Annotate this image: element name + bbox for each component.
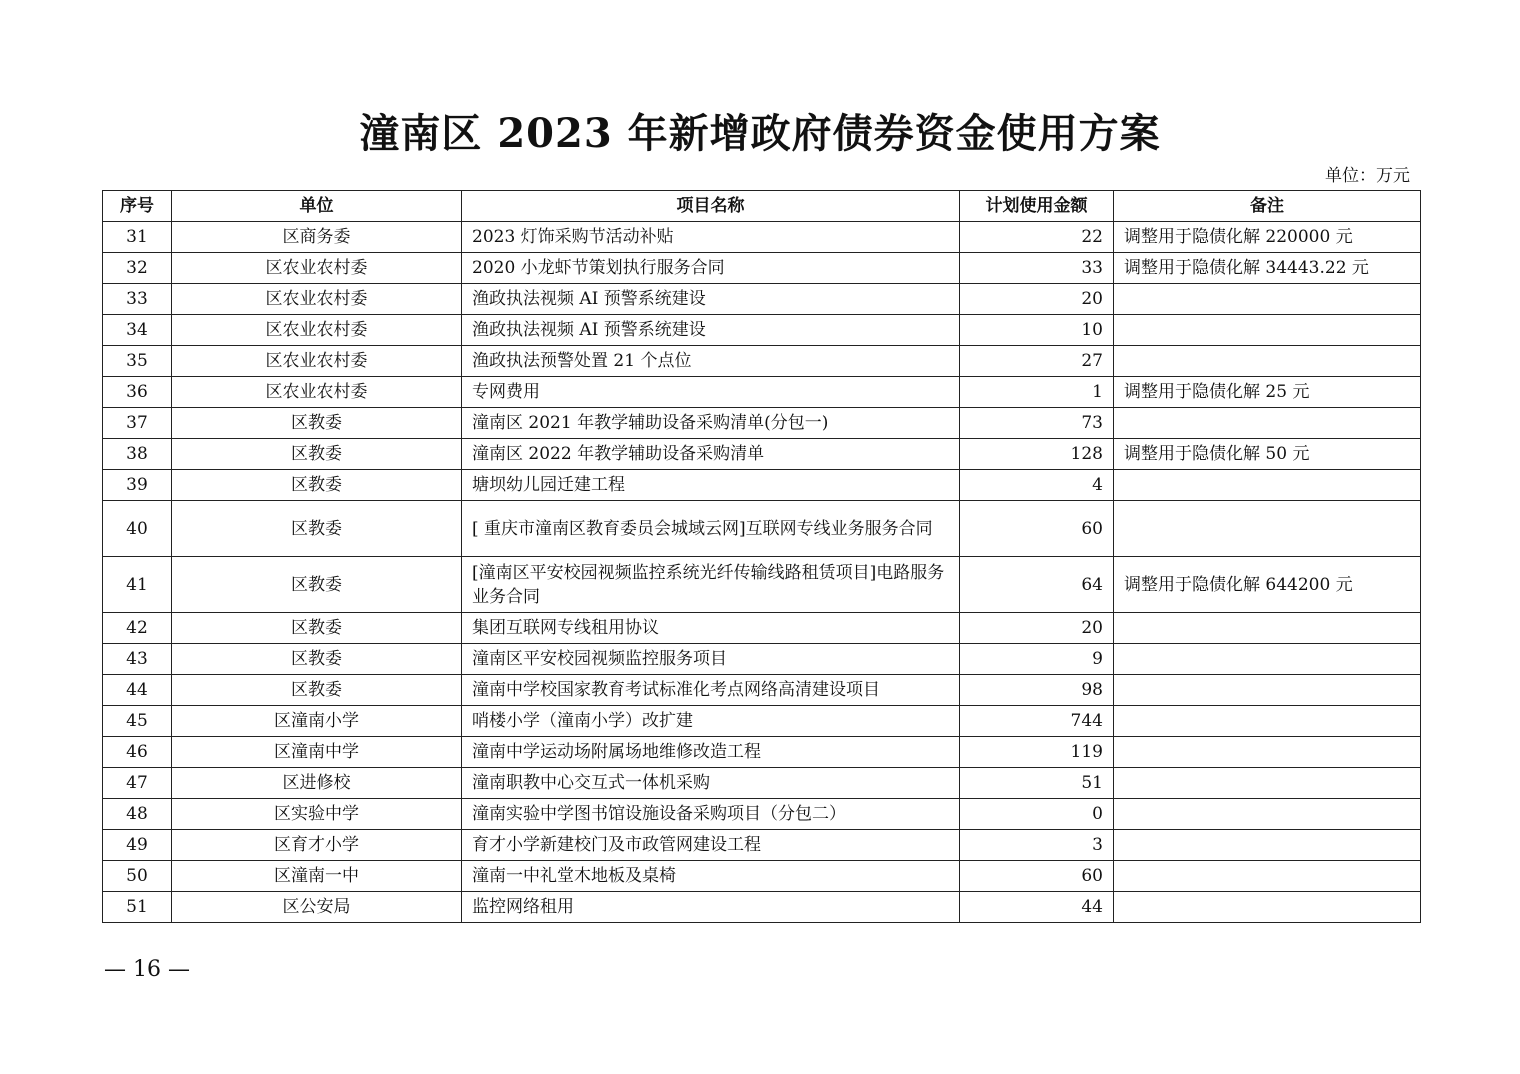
row-note-cell [1114,737,1421,768]
row-project-cell: 渔政执法预警处置 21 个点位 [462,346,960,377]
row-amount-cell: 33 [960,253,1114,284]
row-note-cell [1114,346,1421,377]
header-project: 项目名称 [462,191,960,222]
row-amount-cell: 119 [960,737,1114,768]
row-note-cell: 调整用于隐债化解 34443.22 元 [1114,253,1421,284]
row-no-cell: 31 [103,222,172,253]
row-note-cell [1114,501,1421,557]
row-amount-cell: 10 [960,315,1114,346]
table-row [103,315,1421,346]
row-no-cell: 48 [103,799,172,830]
row-note-cell: 调整用于隐债化解 220000 元 [1114,222,1421,253]
funds-table [102,190,1421,923]
row-project-cell: 渔政执法视频 AI 预警系统建设 [462,315,960,346]
row-amount-cell: 60 [960,501,1114,557]
table-header-row [103,191,1421,222]
row-amount-cell: 64 [960,557,1114,613]
row-project-cell: [ 重庆市潼南区教育委员会城域云网]互联网专线业务服务合同 [462,501,960,557]
row-no-cell: 51 [103,892,172,923]
row-unit-cell: 区农业农村委 [172,377,462,408]
table-row [103,861,1421,892]
row-project-cell: 集团互联网专线租用协议 [462,613,960,644]
table-row [103,768,1421,799]
table-row [103,408,1421,439]
row-amount-cell: 98 [960,675,1114,706]
row-unit-cell: 区农业农村委 [172,346,462,377]
row-no-cell: 32 [103,253,172,284]
document-title: 潼南区 2023 年新增政府债券资金使用方案 [359,110,1161,157]
row-note-cell [1114,861,1421,892]
row-project-cell: 潼南一中礼堂木地板及桌椅 [462,861,960,892]
row-project-cell: 渔政执法视频 AI 预警系统建设 [462,284,960,315]
row-project-cell: [潼南区平安校园视频监控系统光纤传输线路租赁项目]电路服务业务合同 [462,557,960,613]
row-unit-cell: 区教委 [172,501,462,557]
row-note-cell [1114,315,1421,346]
row-amount-cell: 744 [960,706,1114,737]
row-amount-cell: 27 [960,346,1114,377]
table-row [103,675,1421,706]
row-note-cell [1114,675,1421,706]
row-project-cell: 2023 灯饰采购节活动补贴 [462,222,960,253]
row-no-cell: 33 [103,284,172,315]
row-no-cell: 35 [103,346,172,377]
table-row [103,613,1421,644]
row-unit-cell: 区潼南一中 [172,861,462,892]
row-project-cell: 潼南职教中心交互式一体机采购 [462,768,960,799]
row-unit-cell: 区教委 [172,470,462,501]
row-unit-cell: 区教委 [172,613,462,644]
row-no-cell: 38 [103,439,172,470]
table-row [103,737,1421,768]
table-row [103,892,1421,923]
row-project-cell: 专网费用 [462,377,960,408]
row-amount-cell: 73 [960,408,1114,439]
row-no-cell: 45 [103,706,172,737]
row-no-cell: 36 [103,377,172,408]
row-no-cell: 39 [103,470,172,501]
table-row [103,706,1421,737]
row-note-cell [1114,706,1421,737]
table-row [103,557,1421,613]
row-note-cell: 调整用于隐债化解 50 元 [1114,439,1421,470]
row-no-cell: 34 [103,315,172,346]
row-project-cell: 潼南区 2022 年教学辅助设备采购清单 [462,439,960,470]
row-note-cell [1114,470,1421,501]
row-project-cell: 潼南区平安校园视频监控服务项目 [462,644,960,675]
row-no-cell: 40 [103,501,172,557]
row-unit-cell: 区农业农村委 [172,315,462,346]
row-no-cell: 49 [103,830,172,861]
table-row [103,830,1421,861]
row-no-cell: 44 [103,675,172,706]
row-no-cell: 43 [103,644,172,675]
row-no-cell: 47 [103,768,172,799]
table-row [103,439,1421,470]
table-row [103,377,1421,408]
row-note-cell [1114,799,1421,830]
row-unit-cell: 区教委 [172,557,462,613]
row-project-cell: 潼南中学校国家教育考试标准化考点网络高清建设项目 [462,675,960,706]
row-amount-cell: 20 [960,613,1114,644]
row-project-cell: 哨楼小学（潼南小学）改扩建 [462,706,960,737]
row-note-cell: 调整用于隐债化解 25 元 [1114,377,1421,408]
row-amount-cell: 44 [960,892,1114,923]
row-unit-cell: 区教委 [172,439,462,470]
row-note-cell [1114,644,1421,675]
table-row [103,644,1421,675]
row-amount-cell: 9 [960,644,1114,675]
row-note-cell [1114,892,1421,923]
header-note: 备注 [1114,191,1421,222]
table-row [103,284,1421,315]
table-row [103,799,1421,830]
row-amount-cell: 22 [960,222,1114,253]
row-no-cell: 50 [103,861,172,892]
row-amount-cell: 1 [960,377,1114,408]
row-project-cell: 监控网络租用 [462,892,960,923]
row-no-cell: 46 [103,737,172,768]
row-amount-cell: 128 [960,439,1114,470]
table-row [103,253,1421,284]
row-note-cell [1114,830,1421,861]
row-unit-cell: 区农业农村委 [172,253,462,284]
row-unit-cell: 区实验中学 [172,799,462,830]
table-row [103,470,1421,501]
page-number: — 16 — [104,957,190,982]
table-body [103,222,1421,923]
row-note-cell [1114,284,1421,315]
row-unit-cell: 区育才小学 [172,830,462,861]
row-unit-cell: 区潼南中学 [172,737,462,768]
row-amount-cell: 0 [960,799,1114,830]
row-project-cell: 潼南区 2021 年教学辅助设备采购清单(分包一) [462,408,960,439]
header-amount: 计划使用金额 [960,191,1114,222]
row-no-cell: 42 [103,613,172,644]
row-project-cell: 潼南中学运动场附属场地维修改造工程 [462,737,960,768]
row-project-cell: 潼南实验中学图书馆设施设备采购项目（分包二） [462,799,960,830]
row-unit-cell: 区潼南小学 [172,706,462,737]
row-unit-cell: 区农业农村委 [172,284,462,315]
row-amount-cell: 20 [960,284,1114,315]
row-unit-cell: 区商务委 [172,222,462,253]
row-note-cell [1114,768,1421,799]
row-amount-cell: 3 [960,830,1114,861]
row-note-cell [1114,408,1421,439]
row-note-cell: 调整用于隐债化解 644200 元 [1114,557,1421,613]
row-unit-cell: 区进修校 [172,768,462,799]
row-project-cell: 塘坝幼儿园迁建工程 [462,470,960,501]
row-amount-cell: 4 [960,470,1114,501]
table-row [103,501,1421,557]
row-no-cell: 41 [103,557,172,613]
row-unit-cell: 区教委 [172,644,462,675]
row-amount-cell: 60 [960,861,1114,892]
row-unit-cell: 区公安局 [172,892,462,923]
row-note-cell [1114,613,1421,644]
header-unit: 单位 [172,191,462,222]
header-no: 序号 [103,191,172,222]
table-row [103,222,1421,253]
row-no-cell: 37 [103,408,172,439]
row-unit-cell: 区教委 [172,408,462,439]
row-unit-cell: 区教委 [172,675,462,706]
table-row [103,346,1421,377]
row-project-cell: 2020 小龙虾节策划执行服务合同 [462,253,960,284]
row-amount-cell: 51 [960,768,1114,799]
unit-label: 单位：万元 [1325,166,1410,186]
row-project-cell: 育才小学新建校门及市政管网建设工程 [462,830,960,861]
